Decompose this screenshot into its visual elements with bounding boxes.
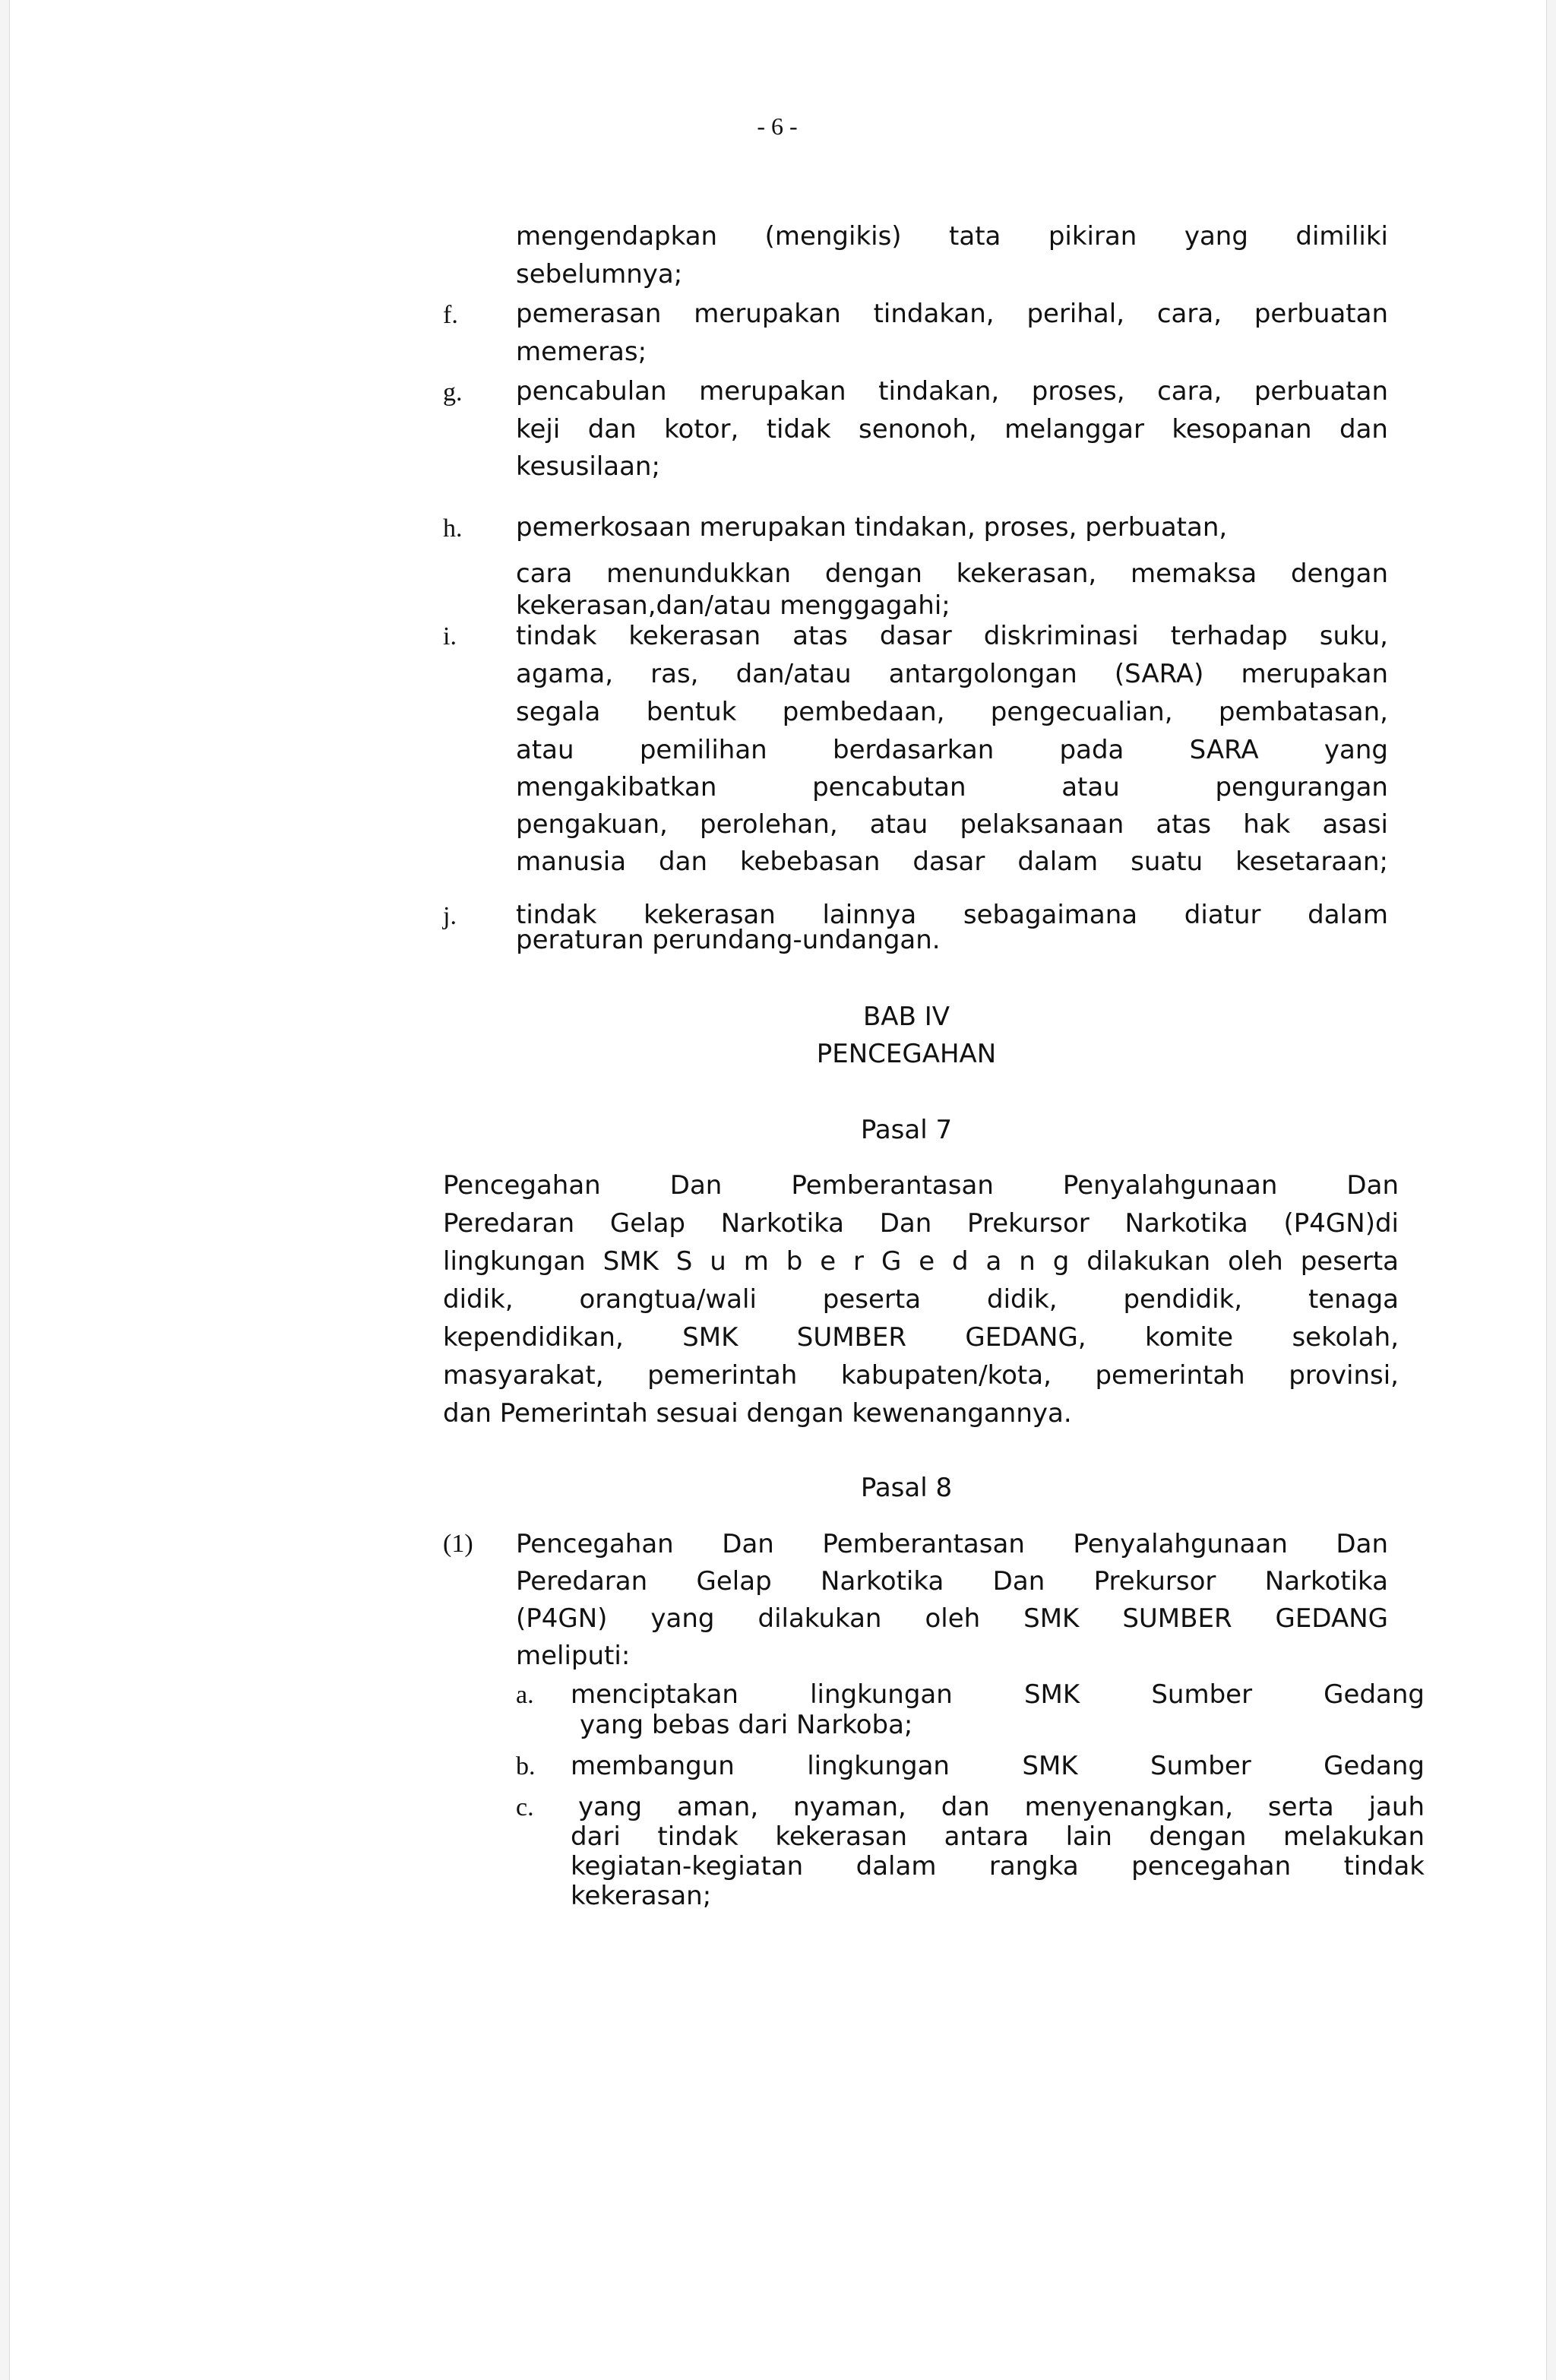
clause-line: meliputi: <box>516 1641 631 1671</box>
list-item-line: segala bentuk pembedaan, pengecualian, pembatasan, <box>516 697 1388 727</box>
list-item-line: atau pemilihan berdasarkan pada SARA yang <box>516 735 1388 765</box>
clause-marker: (1) <box>443 1530 473 1558</box>
list-item-line: manusia dan kebebasan dasar dalam suatu kesetaraan; <box>516 847 1388 877</box>
document-page <box>9 0 1547 2380</box>
list-item-line: keji dan kotor, tidak senonoh, melanggar kesopanan dan <box>516 414 1388 445</box>
list-item-line: memeras; <box>516 337 647 367</box>
list-item-line: pencabulan merupakan tindakan, proses, cara, perbuatan <box>516 376 1388 407</box>
clause-line: (P4GN) yang dilakukan oleh SMK SUMBER GEDANG <box>516 1603 1388 1634</box>
article-paragraph-line: dan Pemerintah sesuai dengan kewenangannya. <box>443 1398 1072 1429</box>
list-item-line: pengakuan, perolehan, atau pelaksanaan atas hak asasi <box>516 809 1388 840</box>
list-item-line: kesusilaan; <box>516 451 660 482</box>
subitem-line: kegiatan-kegiatan dalam rangka pencegahan tindak <box>571 1851 1425 1882</box>
page-number: - 6 - <box>757 112 798 140</box>
subitem-line: kekerasan; <box>571 1881 712 1911</box>
list-item-line: mengakibatkan pencabutan atau pengurangan <box>516 772 1388 802</box>
list-item-line: cara menundukkan dengan kekerasan, memaksa dengan <box>516 559 1388 589</box>
article-paragraph-line: didik, orangtua/wali peserta didik, pendidik, tenaga <box>443 1284 1399 1315</box>
list-item-line: tindak kekerasan lainnya sebagaimana diatur dalam <box>516 900 1388 930</box>
article-heading: Pasal 8 <box>860 1473 953 1503</box>
subitem-marker: a. <box>516 1681 534 1709</box>
subitem-line: yang bebas dari Narkoba; <box>580 1710 913 1740</box>
list-marker: j. <box>443 902 457 930</box>
list-item-line: agama, ras, dan/atau antargolongan (SARA) merupakan <box>516 659 1388 689</box>
list-item-line: pemerasan merupakan tindakan, perihal, cara, perbuatan <box>516 299 1388 329</box>
article-paragraph-line: lingkungan SMK S u m b e r G e d a n g dilakukan oleh peserta <box>443 1246 1399 1277</box>
list-item-line: tindak kekerasan atas dasar diskriminasi terhadap suku, <box>516 621 1388 651</box>
subitem-line: membangun lingkungan SMK Sumber Gedang <box>571 1751 1425 1781</box>
clause-line: Pencegahan Dan Pemberantasan Penyalahgunaan Dan <box>516 1529 1388 1559</box>
chapter-number: BAB IV <box>862 1002 950 1032</box>
chapter-title: PENCEGAHAN <box>816 1039 997 1069</box>
subitem-line: menciptakan lingkungan SMK Sumber Gedang <box>571 1679 1425 1710</box>
subitem-line: dari tindak kekerasan antara lain dengan melakukan <box>571 1821 1425 1852</box>
list-item-line: mengendapkan (mengikis) tata pikiran yang dimiliki <box>516 221 1388 252</box>
list-marker: h. <box>443 514 463 543</box>
subitem-line: yang aman, nyaman, dan menyenangkan, serta jauh <box>578 1792 1425 1822</box>
subitem-marker: c. <box>516 1793 534 1821</box>
clause-line: Peredaran Gelap Narkotika Dan Prekursor Narkotika <box>516 1566 1388 1597</box>
article-heading: Pasal 7 <box>860 1115 953 1145</box>
article-paragraph-line: masyarakat, pemerintah kabupaten/kota, pemerintah provinsi, <box>443 1360 1399 1391</box>
list-item-line: pemerkosaan merupakan tindakan, proses, perbuatan, <box>516 512 1228 543</box>
list-item-line: kekerasan,dan/atau menggagahi; <box>516 590 950 621</box>
list-marker: f. <box>443 301 458 329</box>
article-paragraph-line: kependidikan, SMK SUMBER GEDANG, komite sekolah, <box>443 1322 1399 1353</box>
list-marker: i. <box>443 622 457 650</box>
list-item-line: peraturan perundang-undangan. <box>516 925 941 955</box>
article-paragraph-line: Peredaran Gelap Narkotika Dan Prekursor Narkotika (P4GN)di <box>443 1208 1399 1239</box>
list-marker: g. <box>443 378 463 407</box>
subitem-marker: b. <box>516 1752 536 1780</box>
list-item-line: sebelumnya; <box>516 259 683 290</box>
article-paragraph-line: Pencegahan Dan Pemberantasan Penyalahgunaan Dan <box>443 1170 1399 1201</box>
